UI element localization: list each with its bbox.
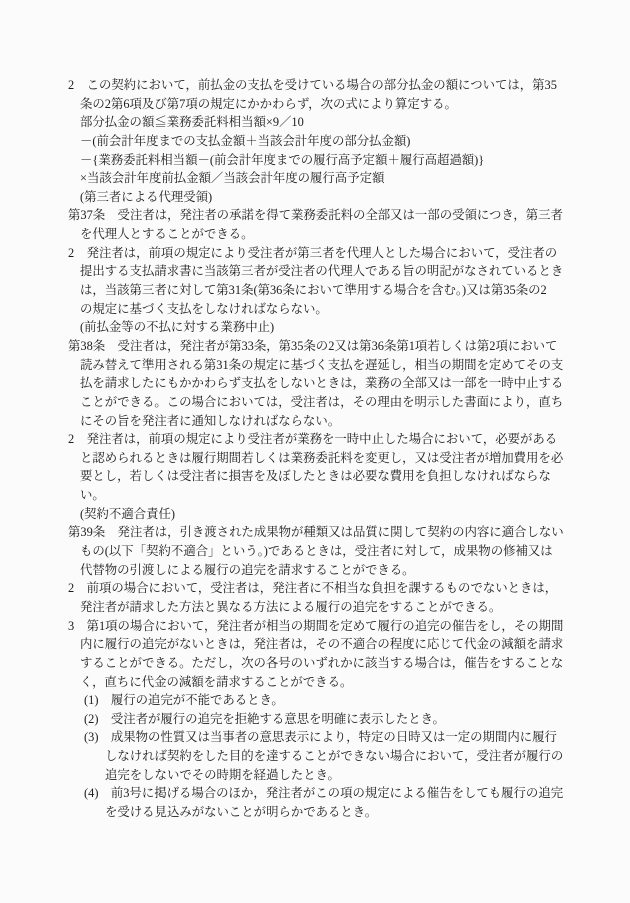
item-3-line: しなければ契約をした目的を達することができない場合において，受注者が履行の [105,749,564,764]
item-3-line: 追完をしないでその時期を経過したとき。 [105,767,340,782]
article-38-para-2-line: 2 発注者は，前項の規定により受注者が業務を一時中止した場合において，必要がある [68,432,558,447]
article-39-line: 代替物の引渡しによる履行の追完を請求することができる。 [80,562,415,577]
item-4-line: を受ける見込みがないことが明らかであるとき。 [105,804,378,819]
contract-text-block [68,76,608,822]
formula-line: 部分払金の額≦業務委託料相当額×9／10 [80,115,304,130]
article-38-line: 読み替えて準用される第31条の規定に基づく支払を遅延し，相当の期間を定めてその支 [80,357,564,372]
article-38-line: 第38条 受注者は，発注者が第33条，第35条の2又は第36条第1項若しくは第2項において [68,338,558,353]
article-39-para-3-line: することができる。ただし，次の各号のいずれかに該当する場合は，催告をすることな [80,655,564,670]
article-39-para-3-line: 内に履行の追完がないときは，発注者は，その不適合の程度に応じて代金の減額を請求 [80,637,564,652]
article-38-para-2-line: い。 [80,488,105,503]
article-38-line: にその旨を発注者に通知しなければならない。 [80,413,341,428]
paragraph-2-line: 2 この契約において，前払金の支払を受けている場合の部分払金の額については，第35 [68,78,557,92]
formula-line: －{業務委託料相当額－(前会計年度までの履行高予定額＋履行高超過額)} [80,152,485,167]
formula-line: －(前会計年度までの支払金額＋当該会計年度の部分払金額) [80,133,411,148]
article-37-line: を代理人とすることができる。 [80,227,254,242]
article-39-para-2-line: 2 前項の場合において，受注者は，発注者に不相当な負担を課するものでないときは， [68,581,558,596]
article-39-line: もの(以下「契約不適合」という。)であるときは，受注者に対して，成果物の修補又は [80,544,553,559]
article-38-line: ことができる。この場合においては，受注者は，その理由を明示した書面により，直ち [80,394,564,409]
section-heading: (第三者による代理受領) [80,189,213,204]
article-39-para-2-line: 発注者が請求した方法と異なる方法による履行の追完をすることができる。 [80,599,502,614]
section-heading: (前払金等の不払に対する業務中止) [80,320,275,335]
item-2-line: (2) 受注者が履行の追完を拒絶する意思を明確に表示したとき。 [84,711,445,726]
article-37-line: 第37条 受注者は，発注者の承諾を得て業務委託料の全部又は一部の受領につき，第三者 [68,208,563,223]
paragraph-2-line: 条の2第6項及び第7項の規定にかかわらず，次の式により算定する。 [80,96,457,111]
formula-line: ×当該会計年度前払金額／当該会計年度の履行高予定額 [80,171,385,186]
article-39-para-3-line: 3 第1項の場合において，発注者が相当の期間を定めて履行の追完の催告をし，その期間 [68,618,564,633]
article-37-para-2-line: 2 発注者は，前項の規定により受注者が第三者を代理人とした場合において，受注者の [68,245,558,260]
article-39-para-3-line: く，直ちに代金の減額を請求することができる。 [80,674,353,689]
item-1-line: (1) 履行の追完が不能であるとき。 [84,693,284,708]
item-3-line: (3) 成果物の性質又は当事者の意思表示により，特定の日時又は一定の期間内に履行 [84,730,557,745]
article-38-line: 払を請求したにもかかわらず支払をしないときは，業務の全部又は一部を一時中止する [80,376,564,391]
item-4-line: (4) 前3号に掲げる場合のほか，発注者がこの項の規定による催告をしても履行の追完 [84,786,564,801]
article-38-para-2-line: と認められるときは履行期間若しくは業務委託料を変更し，又は受注者が増加費用を必 [80,450,564,465]
article-37-para-2-line: は，当該第三者に対して第31条(第36条において準用する場合を含む。)又は第35条の2 [80,283,547,298]
article-39-line: 第39条 発注者は，引き渡された成果物が種類又は品質に関して契約の内容に適合しない [68,525,564,540]
article-38-para-2-line: 要とし，若しくは受注者に損害を及ぼしたときは必要な費用を負担しなければならな [80,469,551,484]
article-37-para-2-line: 提出する支払請求書に当該第三者が受注者の代理人である旨の明記がなされているとき [80,264,564,279]
article-37-para-2-line: の規定に基づく支払をしなければならない。 [80,301,328,316]
section-heading: (契約不適合責任) [80,506,175,521]
